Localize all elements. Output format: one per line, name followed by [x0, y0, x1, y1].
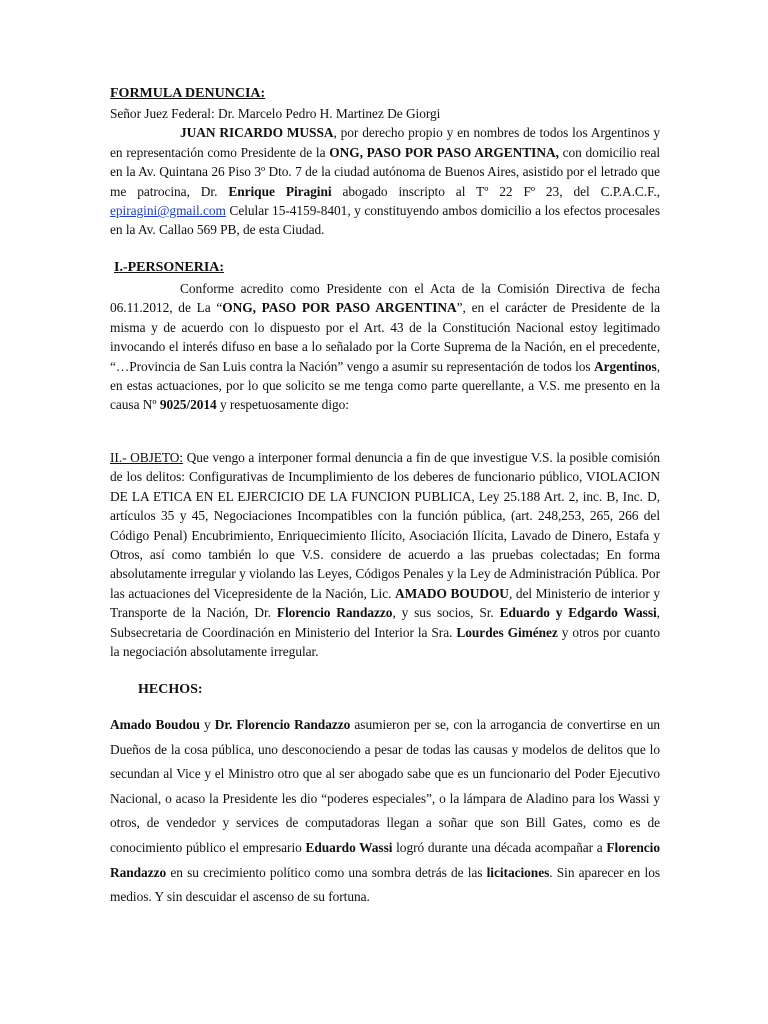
- addressee-line: Señor Juez Federal: Dr. Marcelo Pedro H. Martinez De Giorgi: [110, 106, 441, 121]
- section-heading-objeto: II.- OBJETO:: [110, 450, 184, 465]
- author-name: JUAN RICARDO MUSSA: [180, 125, 334, 141]
- paragraph-intro: Señor Juez Federal: Dr. Marcelo Pedro H. Martinez De Giorgi JUAN RICARDO MUSSA, por derecho propio y en nombres de todos los Argentinos y en representación como Presidente de la ONG, PASO POR PASO ARGENTINA, con domicilio real en la Av. Quintana 26 Piso 3º Dto. 7 de la ciudad autónoma de Buenos Aires, asistido por el letrado que me patrocina, Dr. Enrique Piragini abogado inscripto al Tº 22 Fº 23, del C.P.A.C.F., epiragini@gmail.com Celular 15-4159-8401, y constituyendo ambos domicilio a los efectos procesales en la Av. Callao 569 PB, de esta Ciudad.: [110, 106, 661, 238]
- section-heading-personeria: I.-PERSONERIA:: [114, 260, 225, 275]
- section-heading-hechos: HECHOS:: [138, 682, 203, 697]
- paragraph-hechos: Amado Boudou y Dr. Florencio Randazzo asumieron per se, con la arrogancia de convertirse en un Dueños de la cosa pública, uno desconociendo a pesar de todas las causas y modelos de delitos que lo secundan al Vice y el Ministro otro que al ser abogado sabe que es un funcionario del Poder Ejecutivo Nacional, o acaso la Presidente les dio “poderes especiales”, o la lámpara de Aladino para los Wassi y otros, de vendedor y services de computadoras llegan a soñar que son Bill Gates, como es de conocimiento público el empresario Eduardo Wassi logró durante una década acompañar a Florencio Randazzo en su crecimiento político como una sombra detrás de las licitaciones. Sin aparecer en los medios. Y sin descuidar el ascenso de su fortuna.: [110, 717, 661, 905]
- paragraph-personeria: Conforme acredito como Presidente con el Acta de la Comisión Directiva de fecha 06.11.2012, de La “ONG, PASO POR PASO ARGENTINA”, en el carácter de Presidente de la misma y de acuerdo con lo dispuesto por el Art. 43 de la Constitución Nacional estoy legitimado invocando el interés difuso en base a lo señalado por la Corte Suprema de la Nación, en el precedente, “…Provincia de San Luis contra la Nación” vengo a asumir su representación de todos los Argentinos, en estas actuaciones, por lo que solicito se me tenga como parte querellante, a V.S. me presento en la causa Nº 9025/2014 y respetuosamente digo:: [110, 281, 660, 413]
- title-formula-denuncia: FORMULA DENUNCIA:: [110, 86, 266, 101]
- paragraph-objeto: II.- OBJETO: Que vengo a interponer formal denuncia a fin de que investigue V.S. la posible comisión de los delitos: Configurativas de Incumplimiento de los deberes de funcionario público, VIOLACION DE LA ETICA EN EL EJERCICIO DE LA FUNCION PUBLICA, Ley 25.188 Art. 2, inc. B, Inc. D, artículos 35 y 45, Negociaciones Incompatibles con la función pública, (art. 248,253, 265, 266 del Código Penal) Encubrimiento, Enriquecimiento Ilícito, Asociación Ilícita, Lavado de Dinero, Estafa y Otros, así como también lo que V.S. considere de acuerdo a las pruebas colectadas; En forma absolutamente irregular y violando las Leyes, Códigos Penales y la Ley de Administración Pública. Por las actuaciones del Vicepresidente de la Nación, Lic. AMADO BOUDOU, del Ministerio de interior y Transporte de la Nación, Dr. Florencio Randazzo, y sus socios, Sr. Eduardo y Edgardo Wassi, Subsecretaria de Coordinación en Ministerio del Interior la Sra. Lourdes Giménez y otros por cuanto la negociación absolutamente irregular.: [110, 450, 660, 660]
- email-link[interactable]: epiragini@gmail.com: [110, 203, 226, 219]
